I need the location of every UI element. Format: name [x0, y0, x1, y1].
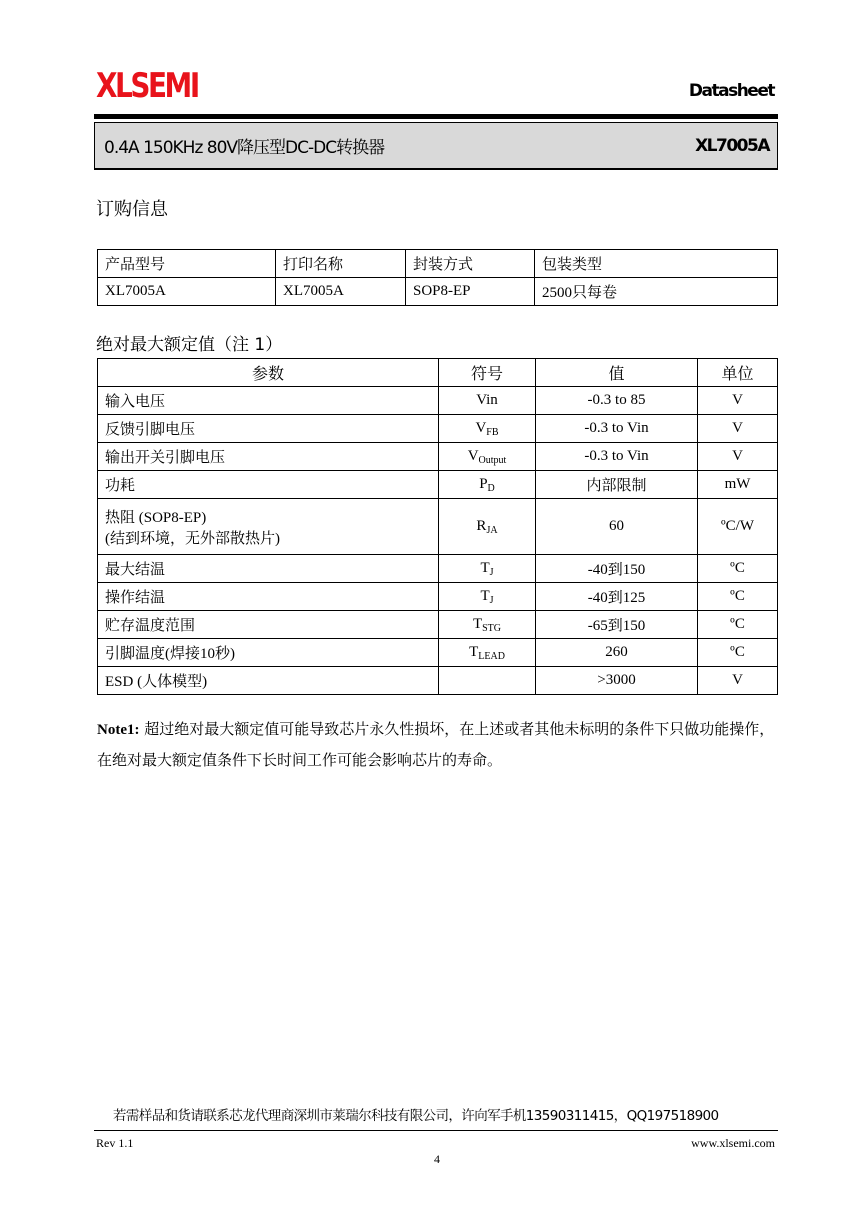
param-text: 贮存温度范围 [105, 618, 196, 634]
table-cell: SOP8-EP [406, 278, 535, 306]
param-text: ESD (人体模型) [105, 674, 208, 690]
value-cell: -40到125 [536, 583, 698, 611]
param-text-line2: (结到环境，无外部散热片) [105, 530, 280, 547]
symbol-subscript: JA [486, 524, 498, 536]
ordering-heading: 订购信息 [96, 199, 168, 220]
table-row [98, 278, 778, 306]
header-cell: 符号 [439, 359, 536, 387]
ratings-table [97, 358, 778, 695]
symbol-cell [439, 415, 536, 443]
value-cell: -65到150 [536, 611, 698, 639]
note-paragraph [97, 714, 781, 775]
unit-cell: V [698, 443, 778, 471]
table-row [98, 499, 778, 555]
value-cell: -0.3 to 85 [536, 387, 698, 415]
part-number: XL7005A [695, 135, 769, 156]
value-cell: -0.3 to Vin [536, 415, 698, 443]
page-number: 4 [434, 1152, 440, 1166]
unit-cell: ºC/W [698, 499, 778, 555]
contact-line: 若需样品和货请联系芯龙代理商深圳市莱瑞尔科技有限公司，许向军手机13590311415，QQ197518900 [113, 1108, 719, 1124]
param-cell [98, 639, 439, 667]
table-row [98, 443, 778, 471]
symbol-text: Vin [476, 392, 498, 408]
param-cell [98, 611, 439, 639]
header-cell: 参数 [98, 359, 439, 387]
symbol-subscript: LEAD [478, 650, 505, 662]
table-row [98, 471, 778, 499]
symbol-cell [439, 471, 536, 499]
param-cell [98, 415, 439, 443]
note-text: 超过绝对最大额定值可能导致芯片永久性损坏，在上述或者其他未标明的条件下只做功能操作，在绝对最大额定值条件下长时间工作可能会影响芯片的寿命。 [97, 720, 775, 769]
title-bar [94, 122, 778, 170]
header-cell: 包装类型 [535, 250, 778, 278]
param-cell [98, 471, 439, 499]
table-row [98, 611, 778, 639]
unit-cell: V [698, 387, 778, 415]
symbol-text: T [472, 615, 483, 632]
value-cell: >3000 [536, 667, 698, 695]
website-label: www.xlsemi.com [691, 1136, 775, 1150]
unit-cell: ºC [698, 555, 778, 583]
table-row [98, 387, 778, 415]
unit-cell: ºC [698, 583, 778, 611]
symbol-cell [439, 443, 536, 471]
table-cell: 2500只每卷 [535, 278, 778, 306]
param-text: 输出开关引脚电压 [105, 450, 226, 466]
header-cell: 单位 [698, 359, 778, 387]
symbol-cell [439, 499, 536, 555]
symbol-subscript: J [489, 566, 494, 578]
ratings-heading: 绝对最大额定值（注 1） [96, 335, 283, 355]
symbol-text: R [476, 517, 487, 534]
symbol-text: T [480, 587, 490, 604]
param-text: 热阻 (SOP8-EP) [105, 509, 207, 526]
table-row [98, 667, 778, 695]
symbol-text: T [480, 559, 490, 576]
doc-type-label: Datasheet [688, 81, 774, 101]
value-cell: 260 [536, 639, 698, 667]
unit-cell: ºC [698, 611, 778, 639]
value-cell: 内部限制 [536, 471, 698, 499]
symbol-cell [439, 387, 536, 415]
symbol-cell [439, 555, 536, 583]
ordering-table [97, 249, 778, 306]
header-rule [94, 114, 778, 119]
unit-cell: ºC [698, 639, 778, 667]
header-cell: 值 [536, 359, 698, 387]
symbol-text: V [467, 447, 479, 464]
table-row [98, 555, 778, 583]
table-row [98, 415, 778, 443]
revision-label: Rev 1.1 [96, 1136, 134, 1150]
param-text: 功耗 [105, 478, 136, 494]
note-label: Note1: [97, 722, 140, 738]
param-cell [98, 583, 439, 611]
value-cell: 60 [536, 499, 698, 555]
symbol-subscript: Output [478, 454, 507, 466]
table-header-row [98, 359, 778, 387]
symbol-cell [439, 583, 536, 611]
header-cell: 产品型号 [98, 250, 276, 278]
document-title: 0.4A 150KHz 80V降压型DC-DC转换器 [104, 138, 385, 158]
param-text: 最大结温 [105, 562, 166, 578]
unit-cell: V [698, 415, 778, 443]
header-cell: 打印名称 [276, 250, 406, 278]
param-cell [98, 387, 439, 415]
unit-cell: V [698, 667, 778, 695]
param-cell [98, 555, 439, 583]
header-cell: 封装方式 [406, 250, 535, 278]
param-text: 输入电压 [105, 394, 166, 410]
value-cell: -40到150 [536, 555, 698, 583]
symbol-cell [439, 611, 536, 639]
table-cell: XL7005A [276, 278, 406, 306]
param-text: 操作结温 [105, 590, 166, 606]
symbol-text: V [475, 419, 487, 436]
symbol-text: T [469, 643, 479, 660]
param-text: 反馈引脚电压 [105, 422, 196, 438]
symbol-subscript: D [487, 482, 495, 494]
symbol-text: P [479, 475, 488, 492]
symbol-cell [439, 639, 536, 667]
table-cell: XL7005A [98, 278, 276, 306]
param-cell [98, 499, 439, 555]
xlsemi-logo: XLSEMI [96, 66, 198, 106]
symbol-subscript: J [489, 594, 494, 606]
param-text: 引脚温度(焊接10秒) [105, 646, 235, 662]
symbol-cell [439, 667, 536, 695]
value-cell: -0.3 to Vin [536, 443, 698, 471]
param-cell [98, 443, 439, 471]
table-row [98, 583, 778, 611]
param-cell [98, 667, 439, 695]
table-header-row [98, 250, 778, 278]
symbol-subscript: STG [482, 622, 502, 634]
footer-rule [94, 1130, 778, 1131]
unit-cell: mW [698, 471, 778, 499]
table-row [98, 639, 778, 667]
symbol-subscript: FB [486, 426, 499, 438]
